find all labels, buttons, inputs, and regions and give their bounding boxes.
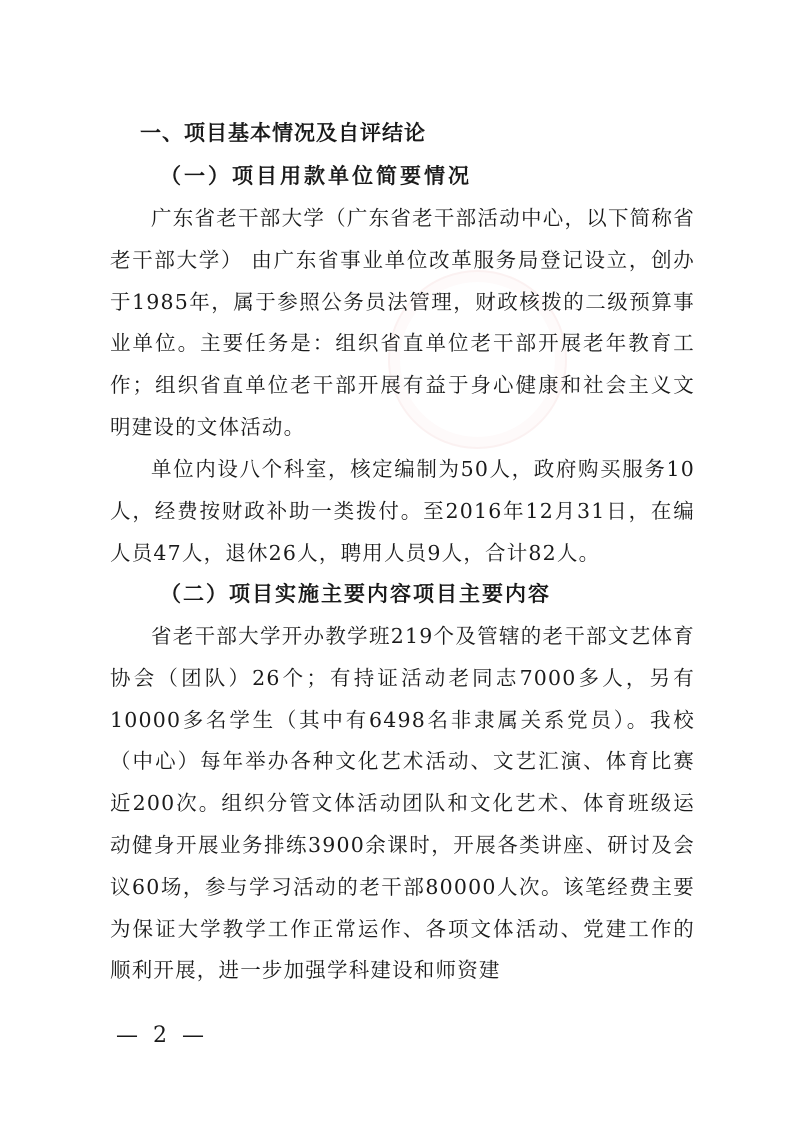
section-2-title: （二）项目实施主要内容项目主要内容: [160, 581, 551, 606]
main-heading: 一、项目基本情况及自评结论: [140, 121, 426, 145]
section-1-title: （一）项目用款单位简要情况: [160, 163, 472, 188]
section-1-paragraph-1: 广东省老干部大学（广东省老干部活动中心，以下简称省老干部大学） 由广东省事业单位改革服务局登记设立，创办于1985年，属于参照公务员法管理，财政核拨的二级预算事业单位。主要任务是：组织省直单位老干部开展老年教育工作；组织省直单位老干部开展有益于身心健康和社会主义文明建设的文体活动。: [110, 206, 695, 439]
section-1-paragraph-2: 单位内设八个科室，核定编制为50人，政府购买服务10人，经费按财政补助一类拨付。至2016年12月31日，在编人员47人，退休26人，聘用人员9人，合计82人。: [110, 457, 695, 565]
page-number: — 2 —: [116, 1023, 208, 1048]
section-2-paragraph-1: 省老干部大学开办教学班219个及管辖的老干部文艺体育协会（团队）26个；有持证活动老同志7000多人，另有10000多名学生（其中有6498名非隶属关系党员）。我校（中心）每年举办各种文化艺术活动、文艺汇演、体育比赛近200次。组织分管文体活动团队和文化艺术、体育班级运动健身开展业务排练3900余课时，开展各类讲座、研讨及会议60场，参与学习活动的老干部80000人次。该笔经费主要为保证大学教学工作正常运作、各项文体活动、党建工作的顺利开展，进一步加强学科建设和师资建: [110, 624, 695, 983]
